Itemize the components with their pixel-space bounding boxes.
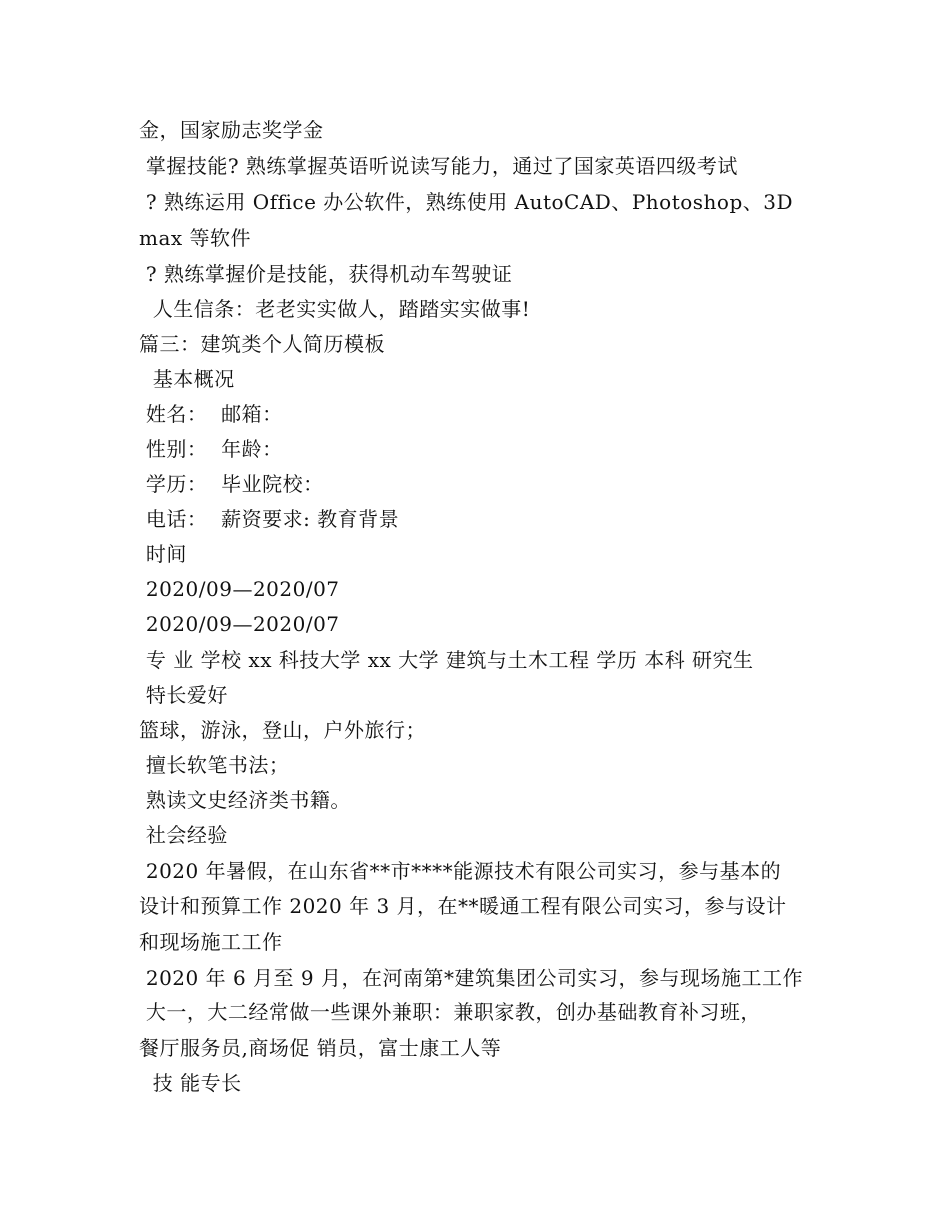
text-line: 电话： 薪资要求: 教育背景 [139, 507, 400, 531]
text-line: 时间 [139, 542, 187, 566]
text-line: 学历： 毕业院校： [139, 472, 324, 496]
text-line: 性别： 年龄： [139, 437, 283, 461]
text-line: 和现场施工工作 [139, 930, 283, 954]
text-line: 篮球，游泳，登山，户外旅行； [139, 718, 426, 742]
section-heading: 技 能专长 [139, 1071, 242, 1095]
text-line: 擅长软笔书法； [139, 753, 290, 777]
text-line: 大一，大二经常做一些课外兼职：兼职家教，创办基础教育补习班， [139, 1000, 761, 1024]
text-line: 2020 年暑假，在山东省**市****能源技术有限公司实习，参与基本的 [139, 859, 782, 883]
text-line: 餐厅服务员,商场促 销员，富士康工人等 [139, 1036, 502, 1060]
text-line: 专 业 学校 xx 科技大学 xx 大学 建筑与土木工程 学历 本科 研究生 [139, 648, 754, 672]
section-heading: 篇三：建筑类个人简历模板 [139, 332, 385, 356]
text-line: 熟读文史经济类书籍。 [139, 788, 351, 812]
text-line: 2020/09—2020/07 [139, 577, 340, 601]
text-line: max 等软件 [139, 226, 252, 250]
text-line: 姓名： 邮箱： [139, 402, 283, 426]
text-line: 设计和预算工作 2020 年 3 月，在**暖通工程有限公司实习，参与设计 [139, 894, 787, 918]
text-line: 2020 年 6 月至 9 月，在河南第*建筑集团公司实习，参与现场施工工作 [139, 966, 803, 990]
section-heading: 基本概况 [139, 367, 235, 391]
text-line: 金，国家励志奖学金 [139, 118, 324, 142]
text-line: ? 熟练掌握价是技能，获得机动车驾驶证 [139, 262, 513, 286]
text-line: ? 熟练运用 Office 办公软件，熟练使用 AutoCAD、Photoshop、3D [139, 190, 794, 214]
text-line: 人生信条：老老实实做人，踏踏实实做事! [139, 297, 531, 321]
section-heading: 特长爱好 [139, 683, 228, 707]
section-heading: 社会经验 [139, 823, 228, 847]
text-line: 掌握技能? 熟练掌握英语听说读写能力，通过了国家英语四级考试 [139, 154, 738, 178]
text-line: 2020/09—2020/07 [139, 612, 340, 636]
